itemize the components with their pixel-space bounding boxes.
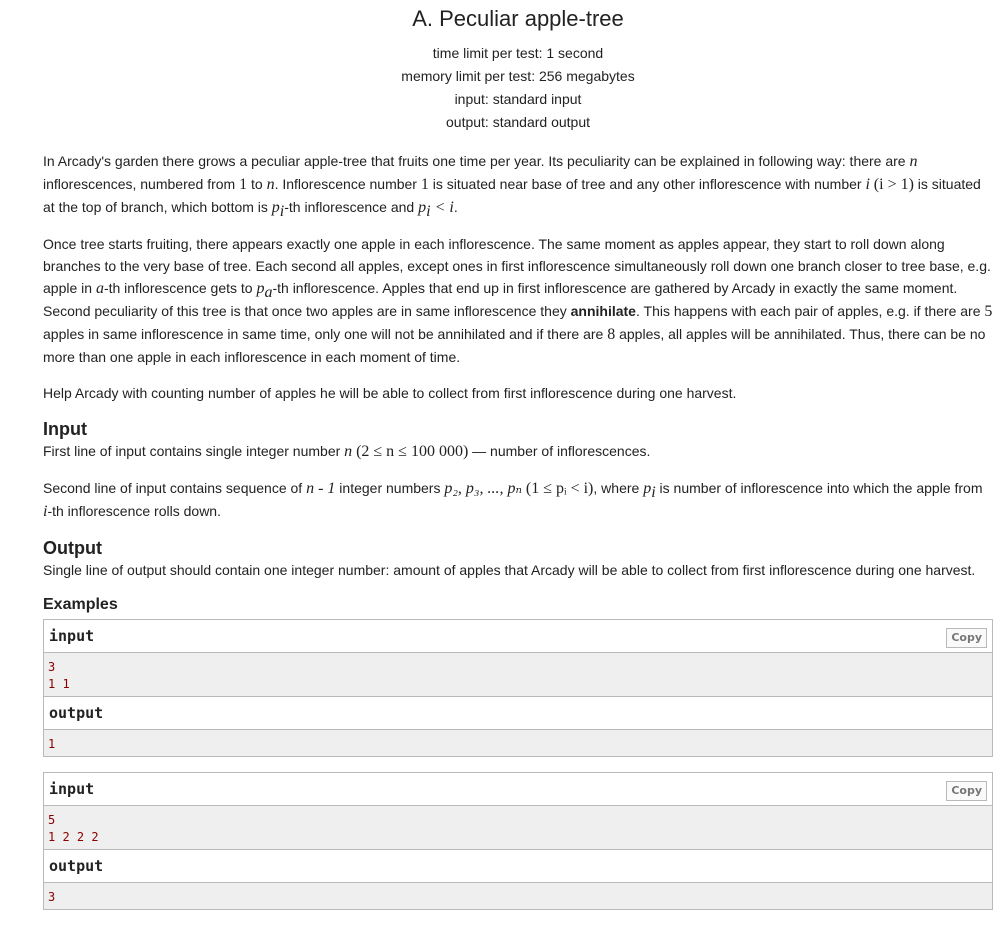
text: , where bbox=[593, 480, 644, 496]
math: p bbox=[418, 199, 427, 216]
math: < i bbox=[430, 199, 454, 216]
text: . bbox=[453, 199, 458, 215]
input-file: input: standard input bbox=[454, 91, 582, 107]
text: First line of input contains single integer number bbox=[43, 443, 345, 459]
input-line: 3 bbox=[48, 660, 56, 674]
math: p bbox=[643, 480, 652, 497]
math: (2 ≤ n ≤ 100 000) bbox=[356, 443, 469, 460]
input-label: input bbox=[49, 627, 95, 645]
math-subscript: i bbox=[279, 202, 285, 220]
text: -th inflorescence and bbox=[284, 199, 419, 215]
problem-title: A. Peculiar apple-tree bbox=[412, 6, 624, 31]
math: 5 bbox=[984, 303, 993, 320]
math: (1 ≤ pᵢ < i) bbox=[525, 480, 594, 497]
input-line-2 bbox=[43, 477, 993, 523]
math: 1 bbox=[420, 176, 429, 193]
math: p₂, p₃, ..., pₙ bbox=[444, 480, 522, 497]
text: — number of inflorescences. bbox=[468, 443, 651, 459]
problem-header bbox=[43, 0, 993, 134]
example-1 bbox=[43, 619, 993, 757]
bold-term: annihilate bbox=[570, 303, 636, 319]
output-description: Single line of output should contain one integer number: amount of apples that Arcady will be able to collect from first inflorescence during one harvest. bbox=[43, 562, 976, 578]
text: is number of inflorescence into which the apple from bbox=[655, 480, 983, 496]
text: to bbox=[247, 176, 267, 192]
math: n bbox=[266, 176, 275, 193]
time-limit: time limit per test: 1 second bbox=[432, 45, 604, 61]
text: In Arcady's garden there grows a peculiar apple-tree that fruits one time per year. Its peculiarity can be explained in following way: there are bbox=[43, 153, 910, 169]
copy-button[interactable]: Copy bbox=[946, 628, 987, 648]
math: i bbox=[43, 503, 48, 520]
problem-page bbox=[43, 0, 993, 925]
text: apples in same inflorescence in same time, only one will not be annihilated and if there are bbox=[43, 326, 608, 342]
text: apples, all apples will be annihilated. Thus, there can be no more than one apple in each inflorescence in each moment of time. bbox=[43, 326, 986, 365]
math: (i > 1) bbox=[873, 176, 914, 193]
text: is situated near base of tree and any other inflorescence with number bbox=[428, 176, 866, 192]
example-1-input bbox=[44, 653, 992, 697]
example-2-output-header bbox=[44, 850, 992, 883]
text: is situated at the top of branch, which bottom is bbox=[43, 176, 981, 215]
output-line: 1 bbox=[48, 737, 56, 751]
input-line: 1 1 bbox=[48, 677, 70, 691]
text: integer numbers bbox=[335, 480, 445, 496]
math: 1 bbox=[239, 176, 248, 193]
math: i bbox=[865, 176, 870, 193]
output-label: output bbox=[49, 704, 104, 722]
output-file: output: standard output bbox=[446, 114, 590, 130]
math-subscript: i bbox=[651, 483, 656, 501]
math: p bbox=[256, 280, 265, 297]
math: n bbox=[909, 153, 918, 170]
text: Once tree starts fruiting, there appears exactly one apple in each inflorescence. The same moment as apples appear, they start to roll down along branches to the very base of tree. Each second all apples, except ones in first inflorescence simultaneously roll down one branch closer to tree base, e.g. apple in bbox=[43, 236, 991, 296]
output-line: 3 bbox=[48, 890, 56, 904]
input-line: 1 2 2 2 bbox=[48, 830, 99, 844]
math-subscript: i bbox=[426, 202, 431, 220]
math: n - 1 bbox=[306, 480, 336, 497]
text: . Inflorescence number bbox=[274, 176, 421, 192]
input-label: input bbox=[49, 780, 95, 798]
example-1-input-header bbox=[44, 620, 992, 653]
math: 8 bbox=[607, 326, 616, 343]
example-1-output-header bbox=[44, 697, 992, 730]
text: . This happens with each pair of apples, e.g. if there are bbox=[635, 303, 985, 319]
input-line-1 bbox=[43, 440, 993, 463]
output-section-title: Output bbox=[43, 538, 102, 558]
example-2-input bbox=[44, 806, 992, 850]
statement-paragraph-3: Help Arcady with counting number of apples he will be able to collect from first inflorescence during one harvest. bbox=[43, 385, 737, 401]
output-label: output bbox=[49, 857, 104, 875]
copy-button[interactable]: Copy bbox=[946, 781, 987, 801]
input-line: 5 bbox=[48, 813, 56, 827]
example-1-output bbox=[44, 730, 992, 756]
input-section-title: Input bbox=[43, 419, 87, 439]
math: n bbox=[344, 443, 353, 460]
text: inflorescences, numbered from bbox=[43, 176, 240, 192]
example-2-input-header bbox=[44, 773, 992, 806]
statement-paragraph-2 bbox=[43, 233, 993, 368]
example-2-output bbox=[44, 883, 992, 909]
text: -th inflorescence. Apples that end up in first inflorescence are gathered by Arcady in exactly the same moment. Second peculiarity of this tree is that once two apples are in same inflorescence they bbox=[43, 280, 958, 319]
statement-paragraph-1 bbox=[43, 150, 993, 219]
example-2 bbox=[43, 772, 993, 910]
math-subscript: a bbox=[264, 283, 273, 301]
text: -th inflorescence gets to bbox=[103, 280, 257, 296]
examples-title: Examples bbox=[43, 596, 118, 613]
text: -th inflorescence rolls down. bbox=[47, 503, 221, 519]
math: p bbox=[271, 199, 280, 216]
math: a bbox=[95, 280, 104, 297]
text: Second line of input contains sequence of bbox=[43, 480, 307, 496]
memory-limit: memory limit per test: 256 megabytes bbox=[401, 68, 635, 84]
